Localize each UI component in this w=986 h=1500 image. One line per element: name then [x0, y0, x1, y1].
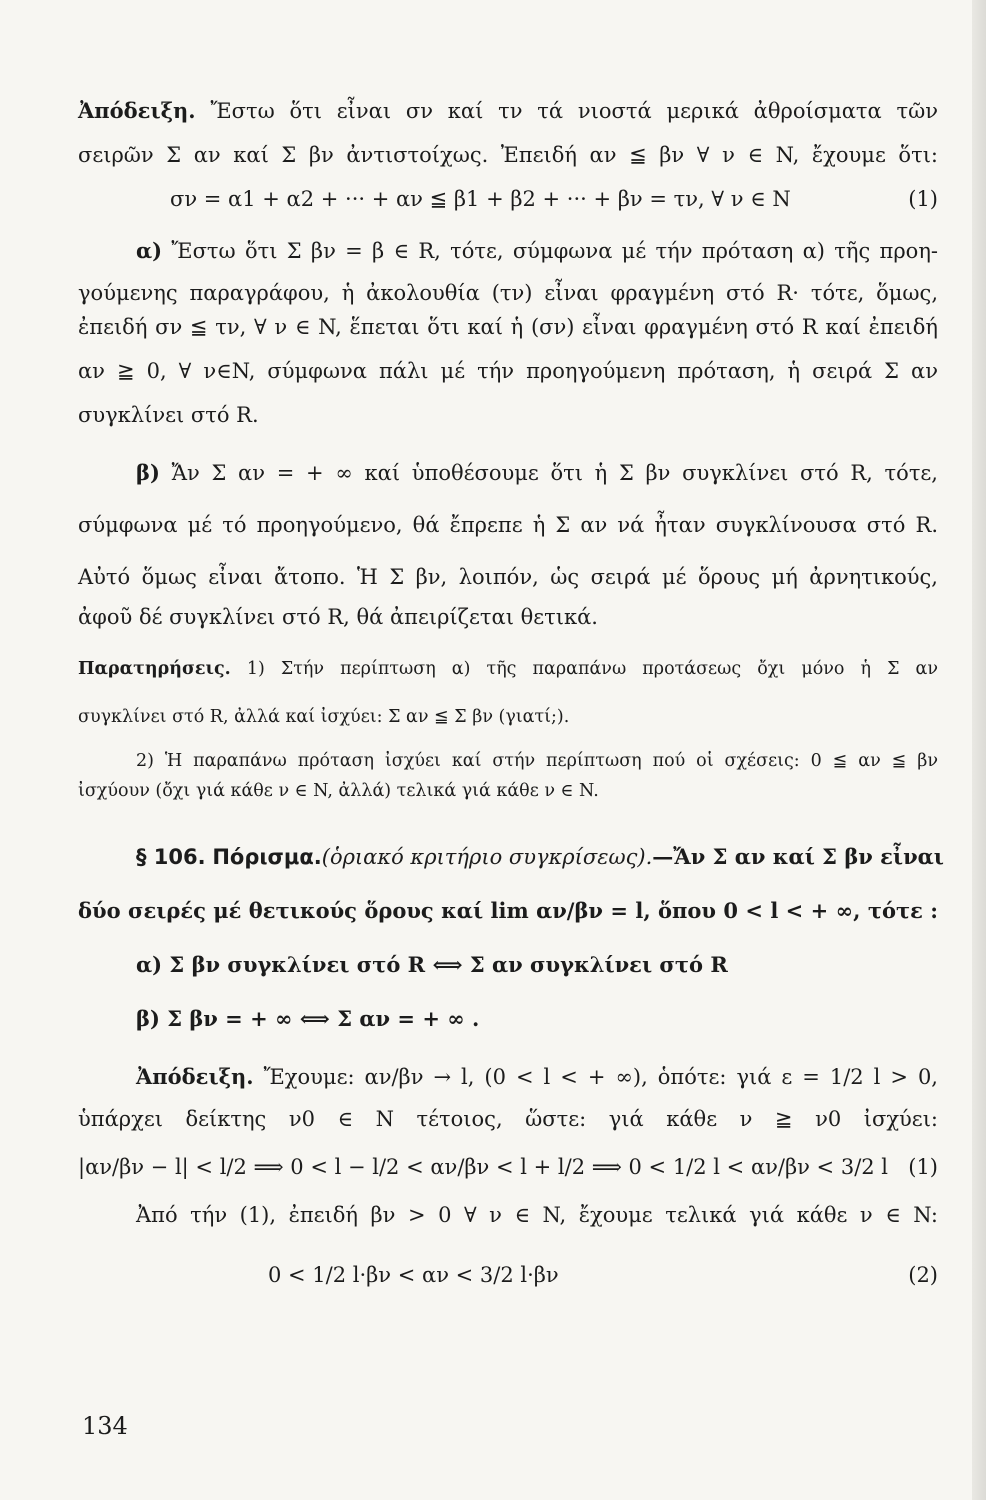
equation-1: [78, 184, 938, 214]
corollary-item-a: α) Σ βν συγκλίνει στό R ⟺ Σ αν συγκλίνει στό R: [136, 952, 728, 977]
case-b-line-1: [78, 458, 938, 488]
text: Ἔστω ὅτι Σ βν = β ∈ R, τότε, σύμφωνα μέ τήν πρόταση α) τῆς προη-: [171, 239, 938, 263]
proof1-line-1: [78, 96, 938, 126]
proof1-label: Ἀπόδειξη.: [78, 98, 196, 123]
proof2-line-4: Ἀπό τήν (1), ἐπειδή βν > 0 ∀ ν ∈ N, ἔχουμε τελικά γιά κάθε ν ∈ N:: [136, 1203, 938, 1227]
section-title: Πόρισμα.: [212, 845, 322, 869]
case-a-line-5: συγκλίνει στό R.: [78, 403, 259, 427]
case-b-line-3: Αὐτό ὅμως εἶναι ἄτοπο. Ἡ Σ βν, λοιπόν, ὡς σειρά μέ ὅρους μή ἀρνητικούς,: [78, 565, 938, 589]
text: Ἔχουμε: αν/βν → l, (0 < l < + ∞), ὁπότε: γιά ε = 1/2 l > 0,: [263, 1065, 938, 1089]
inequality-chain: [78, 1152, 938, 1182]
remarks-line-1: [78, 654, 938, 684]
item-b-label: β): [136, 460, 160, 485]
page-body: [78, 96, 944, 1290]
corollary-heading: [78, 842, 944, 872]
equation-1-tag: (1): [908, 187, 938, 211]
remarks-label: Παρατηρήσεις.: [78, 659, 231, 679]
text: Ἔστω ὅτι εἶναι σν καί τν τά νιοστά μερικά ἀθροίσματα τῶν: [210, 99, 938, 123]
section-number: § 106.: [136, 845, 206, 869]
corollary-text: —Ἄν Σ αν καί Σ βν εἶναι: [652, 844, 944, 869]
proof1-line-2: σειρῶν Σ αν καί Σ βν ἀντιστοίχως. Ἐπειδή αν ≦ βν ∀ ν ∈ N, ἔχουμε ὅτι:: [78, 143, 938, 167]
inequality-chain-body: |αν/βν − l| < l/2 ⟹ 0 < l − l/2 < αν/βν < l + l/2 ⟹ 0 < 1/2 l < αν/βν < 3/2 l: [78, 1155, 889, 1179]
text: 1) Στήν περίπτωση α) τῆς παραπάνω προτάσεως ὄχι μόνο ἡ Σ αν: [246, 659, 938, 679]
final-inequality-tag: (2): [908, 1263, 938, 1287]
final-inequality-body: 0 < 1/2 l·βν < αν < 3/2 l·βν: [268, 1263, 559, 1287]
case-a-line-3: ἐπειδή σν ≦ τν, ∀ ν ∈ N, ἕπεται ὅτι καί ἡ (σν) εἶναι φραγμένη στό R καί ἐπειδή: [78, 315, 938, 339]
proof2-line-2: ὑπάρχει δείκτης ν0 ∈ N τέτοιος, ὥστε: γιά κάθε ν ≧ ν0 ἰσχύει:: [78, 1107, 938, 1131]
case-b-line-2: σύμφωνα μέ τό προηγούμενο, θά ἔπρεπε ἡ Σ αν νά ἦταν συγκλίνουσα στό R.: [78, 513, 938, 537]
page-number: 134: [82, 1412, 128, 1440]
proof2-label: Ἀπόδειξη.: [136, 1064, 254, 1089]
remarks-line-3: 2) Ἡ παραπάνω πρόταση ἰσχύει καί στήν περίπτωση πού οἱ σχέσεις: 0 ≦ αν ≦ βν: [136, 751, 938, 771]
equation-1-body: σν = α1 + α2 + ··· + αν ≦ β1 + β2 + ··· + βν = τν, ∀ ν ∈ N: [170, 187, 791, 211]
text: Ἄν Σ αν = + ∞ καί ὑποθέσουμε ὅτι ἡ Σ βν συγκλίνει στό R, τότε,: [171, 461, 938, 485]
item-a-label: α): [136, 238, 163, 263]
case-a-line-1: [78, 236, 938, 266]
page-edge-shadow: [972, 0, 986, 1500]
remarks-line-4: ἰσχύουν (ὄχι γιά κάθε ν ∈ N, ἀλλά) τελικά γιά κάθε ν ∈ N.: [78, 781, 599, 801]
case-a-line-2: γούμενης παραγράφου, ἡ ἀκολουθία (τν) εἶναι φραγμένη στό R· τότε, ὅμως,: [78, 281, 938, 305]
section-subtitle: (ὁριακό κριτήριο συγκρίσεως).: [321, 845, 653, 869]
corollary-item-b: β) Σ βν = + ∞ ⟺ Σ αν = + ∞ .: [136, 1006, 480, 1031]
corollary-line-2: δύο σειρές μέ θετικούς ὅρους καί lim αν/βν = l, ὅπου 0 < l < + ∞, τότε :: [78, 898, 938, 923]
inequality-chain-tag: (1): [908, 1155, 938, 1179]
case-a-line-4: αν ≧ 0, ∀ ν∈N, σύμφωνα πάλι μέ τήν προηγούμενη πρόταση, ἡ σειρά Σ αν: [78, 359, 938, 383]
case-b-line-4: ἀφοῦ δέ συγκλίνει στό R, θά ἀπειρίζεται θετικά.: [78, 605, 598, 629]
remarks-line-2: συγκλίνει στό R, ἀλλά καί ἰσχύει: Σ αν ≦ Σ βν (γιατί;).: [78, 707, 570, 727]
proof2-line-1: [78, 1062, 938, 1092]
final-inequality: [78, 1260, 938, 1290]
